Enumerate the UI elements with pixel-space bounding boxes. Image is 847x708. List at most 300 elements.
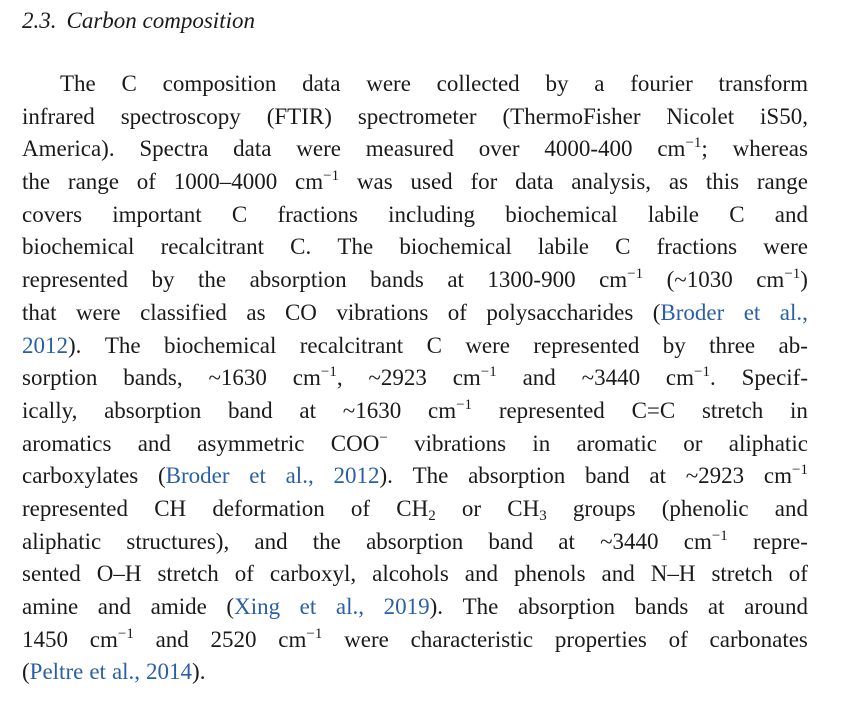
citation-link[interactable]: Broder [165, 463, 230, 489]
word-text: cm [665, 365, 695, 391]
word-text: phenols [513, 561, 586, 587]
paragraph-line [22, 231, 808, 264]
word-text: aromatic [576, 430, 657, 456]
word-text: and [97, 594, 132, 619]
word-text: that [22, 299, 57, 325]
word [156, 624, 189, 657]
word-text: biochemical [22, 234, 135, 260]
word [775, 493, 808, 526]
word [487, 264, 575, 297]
word-text: data [233, 136, 272, 162]
word-text: C [426, 332, 442, 358]
word [763, 231, 808, 264]
word [22, 493, 128, 526]
word-text: or [683, 430, 703, 456]
superscript: −1 [627, 266, 644, 283]
punctuation: ). [192, 659, 206, 685]
word [98, 591, 131, 624]
word-text: C=C [631, 397, 676, 423]
word-text: biochemical [163, 332, 277, 358]
paragraph-line [22, 330, 808, 363]
word-text: cm [763, 463, 793, 489]
word-text: (phenolic [661, 495, 749, 521]
word [22, 395, 77, 428]
word-text: of [447, 299, 467, 325]
word-text: represented [22, 267, 128, 293]
word [121, 101, 241, 134]
word [600, 526, 658, 559]
word-text: C. [290, 234, 312, 260]
word-text: C [231, 201, 248, 227]
word [302, 68, 340, 101]
word [296, 133, 341, 166]
word-text: three [709, 332, 756, 358]
word [399, 231, 511, 264]
word [488, 526, 533, 559]
citation-link[interactable]: 2012 [22, 332, 68, 358]
word-text: ~3440 [581, 365, 641, 391]
word-text: aromatics [22, 430, 112, 456]
word [157, 558, 218, 591]
word [344, 624, 389, 657]
word-text: range [67, 169, 119, 195]
word [174, 166, 278, 199]
word [708, 591, 725, 624]
superscript: −1 [117, 625, 134, 642]
word-text: cm [683, 528, 712, 554]
word-text: at [558, 528, 575, 554]
word [683, 428, 702, 461]
word-text: were [465, 332, 510, 358]
word-text: 1300-900 [487, 267, 576, 293]
word-text: by [662, 332, 686, 358]
word [760, 101, 808, 134]
word [757, 166, 808, 199]
word [384, 591, 443, 624]
section-title: Carbon composition [66, 8, 255, 33]
word [503, 101, 641, 134]
word-text: and [254, 528, 288, 554]
word [711, 558, 772, 591]
superscript: −1 [792, 462, 808, 479]
word [463, 591, 499, 624]
superscript: −1 [323, 168, 340, 185]
word [545, 68, 568, 101]
word [437, 68, 520, 101]
word [357, 166, 393, 199]
word [632, 395, 676, 428]
word-text: ically, [22, 397, 78, 423]
word-text: and [601, 561, 635, 587]
word-text: of [788, 561, 808, 587]
word-text: cm [89, 626, 118, 652]
citation-link[interactable]: Peltre [29, 659, 84, 685]
word [764, 460, 808, 493]
word-text: cm [292, 365, 321, 391]
word-text: CH [396, 495, 429, 521]
word [775, 199, 808, 232]
word-text: cm [278, 626, 307, 652]
word-text: cm [756, 267, 785, 293]
word [411, 624, 534, 657]
word [151, 264, 174, 297]
word [729, 199, 744, 232]
section-number: 2.3. [22, 8, 57, 33]
word-text: infrared [22, 103, 95, 129]
paragraph-line [22, 133, 808, 166]
word [246, 297, 265, 330]
word-text: was [356, 169, 393, 195]
superscript: −1 [784, 266, 801, 283]
word [635, 591, 689, 624]
word [615, 231, 630, 264]
word-text: bands [370, 267, 424, 293]
word-text: band [227, 397, 273, 423]
word [22, 166, 50, 199]
word [666, 362, 716, 395]
word-text: by [151, 267, 175, 293]
word [226, 591, 280, 624]
word-text: cm [657, 136, 686, 162]
word [465, 558, 498, 591]
word [571, 166, 651, 199]
citation-link[interactable]: al., [335, 594, 364, 619]
word-text: cm [295, 169, 324, 195]
word [198, 264, 226, 297]
word [126, 526, 229, 559]
word [602, 558, 635, 591]
word [232, 199, 247, 232]
word-text: over [478, 136, 520, 162]
word [729, 428, 808, 461]
paragraph-line [22, 624, 808, 657]
word [733, 133, 808, 166]
word [105, 330, 141, 363]
word-text: ( [157, 463, 166, 489]
word [22, 133, 115, 166]
word-text: represented [533, 332, 640, 358]
citation-link[interactable]: 2019 [383, 594, 430, 619]
word-text: used [410, 169, 453, 195]
word [558, 526, 575, 559]
word [22, 558, 81, 591]
word [331, 428, 388, 461]
word-text: data [515, 169, 554, 195]
word-text: ( [652, 299, 661, 325]
punctuation: , [336, 365, 343, 391]
word-text: absorption [104, 397, 202, 423]
punctuation: ). [429, 594, 443, 619]
word [278, 624, 322, 657]
word [104, 395, 201, 428]
word-text: at [299, 397, 317, 423]
word [68, 166, 119, 199]
word-text: polysaccharides [486, 299, 634, 325]
word [366, 133, 454, 166]
word-text: CH [507, 495, 540, 521]
word-text: stretch [711, 561, 773, 587]
word [197, 428, 304, 461]
word-text: The [462, 594, 499, 619]
word [139, 133, 208, 166]
paragraph-line [22, 591, 808, 624]
word-text: a [594, 71, 605, 96]
word [290, 231, 311, 264]
word [577, 428, 657, 461]
superscript: −1 [456, 396, 473, 413]
word-text: bands [634, 594, 689, 619]
word [505, 199, 617, 232]
word [151, 591, 207, 624]
citation-link[interactable]: et [249, 463, 266, 489]
word [779, 330, 808, 363]
word-text: CH [154, 495, 187, 521]
word [123, 362, 182, 395]
word-text: in [532, 430, 551, 456]
word-text: biochemical [399, 234, 512, 260]
word-text: Nicolet [666, 103, 735, 129]
word-text: bands, [123, 365, 183, 391]
word [585, 460, 630, 493]
superscript: −1 [480, 364, 497, 381]
word [22, 264, 128, 297]
word-text: Specif- [741, 365, 808, 391]
word [22, 428, 111, 461]
word-text: at [649, 463, 666, 489]
word-text: the [312, 528, 341, 554]
word [486, 297, 633, 330]
word-text: and [774, 495, 808, 521]
word-text: (ThermoFisher [502, 103, 641, 129]
word-text: fourier [630, 71, 693, 96]
word [448, 297, 467, 330]
word [507, 493, 546, 526]
word [249, 460, 266, 493]
word [22, 526, 101, 559]
word [468, 460, 565, 493]
word [22, 591, 78, 624]
word [499, 395, 605, 428]
word-text: ( [226, 594, 235, 619]
paragraph-line [22, 166, 808, 199]
word [706, 166, 739, 199]
word-text: or [461, 495, 482, 521]
superscript: − [379, 429, 388, 446]
word [351, 493, 370, 526]
word-text: absorption [249, 267, 347, 293]
word-text: alcohols [372, 561, 449, 587]
word-text: N–H [650, 561, 696, 587]
word-text: vibrations [336, 299, 429, 325]
word-text: recalcitrant [160, 234, 264, 260]
word [719, 68, 808, 101]
word [533, 330, 639, 363]
word-text: band [488, 528, 534, 554]
word-text: carboxyl, [269, 561, 357, 587]
paragraph-line [22, 264, 808, 297]
citation-link[interactable]: et [743, 299, 761, 325]
body-paragraph [22, 68, 808, 689]
punctuation: . [710, 365, 716, 391]
word-text: by [545, 71, 569, 96]
word [336, 591, 364, 624]
word-text: absorption [468, 463, 566, 489]
word [112, 656, 140, 689]
word-text: in [790, 397, 808, 423]
word-text: range [756, 169, 808, 195]
word-text: repre- [753, 528, 808, 554]
word-text: and [522, 365, 556, 391]
word [254, 526, 287, 559]
word-text: cm [427, 397, 457, 423]
word-text: characteristic [410, 626, 534, 652]
word [780, 297, 808, 330]
citation-link[interactable]: Xing [234, 594, 281, 619]
word [649, 460, 666, 493]
word [358, 101, 477, 134]
paragraph-line [22, 297, 808, 330]
word-text: of [234, 561, 254, 587]
word-text: COO [330, 430, 380, 456]
citation-link[interactable]: al., [285, 463, 314, 489]
word-text: deformation [212, 495, 325, 521]
word-text: were [296, 136, 341, 162]
word [666, 101, 734, 134]
citation-link[interactable]: et [299, 594, 317, 619]
word-text: structures), [126, 528, 230, 554]
word-text: (~1030 [666, 267, 733, 293]
word-text: measured [365, 136, 454, 162]
word-text: The [104, 332, 141, 358]
word-text: spectrometer [357, 103, 477, 129]
word [396, 493, 435, 526]
word [582, 362, 640, 395]
word-text: this [705, 169, 740, 195]
word [366, 526, 463, 559]
word-text: C [729, 201, 745, 227]
word-text: of [136, 169, 156, 195]
word [146, 656, 205, 689]
word-text: aliphatic [728, 430, 808, 456]
citation-link[interactable]: et [89, 659, 106, 685]
word-text: cm [452, 365, 481, 391]
paragraph-line [22, 558, 808, 591]
word-text: aliphatic [22, 528, 102, 554]
word [228, 395, 273, 428]
word-text: absorption [517, 594, 616, 619]
word [22, 656, 83, 689]
word [140, 297, 227, 330]
word [22, 624, 68, 657]
word-text: CO [284, 299, 317, 325]
word-text: America). [22, 136, 115, 162]
word [523, 362, 556, 395]
citation-link[interactable]: 2012 [333, 463, 380, 489]
word [657, 133, 707, 166]
punctuation: ; [701, 136, 708, 162]
word-text: analysis, [571, 169, 652, 195]
word-text: were [75, 299, 121, 325]
word-text: ~1630 [208, 365, 267, 391]
word-text: and [155, 626, 189, 652]
word [22, 362, 97, 395]
word-text: ( [22, 659, 30, 685]
word-text: carbonates [709, 626, 808, 652]
word [158, 460, 230, 493]
word [22, 199, 82, 232]
superscript: −1 [320, 364, 337, 381]
word-text: classified [140, 299, 227, 325]
word [414, 428, 506, 461]
punctuation: ). [379, 463, 393, 489]
word [663, 330, 686, 363]
word-text: collected [436, 71, 520, 96]
word [154, 493, 186, 526]
paragraph-line [22, 199, 808, 232]
word-text: The [60, 71, 96, 96]
word [518, 591, 615, 624]
citation-link[interactable]: 2014 [146, 659, 193, 685]
punctuation: ). [68, 332, 82, 358]
word [233, 133, 271, 166]
word-text: as [668, 169, 689, 195]
word-text: 2520 [210, 626, 257, 652]
word-text: band [584, 463, 630, 489]
word [744, 591, 808, 624]
word [267, 101, 332, 134]
word-text: labile [537, 234, 589, 260]
word-text: stretch [157, 561, 219, 587]
word-text: the [197, 267, 227, 293]
citation-link[interactable]: al., [111, 659, 141, 685]
paragraph-line [22, 493, 808, 526]
citation-link[interactable]: Broder [660, 299, 725, 325]
word [413, 460, 449, 493]
word-text: absorption [366, 528, 464, 554]
word [333, 460, 392, 493]
word [411, 166, 453, 199]
word [428, 395, 472, 428]
word [790, 395, 808, 428]
word [669, 166, 688, 199]
word-text: composition [162, 71, 277, 96]
word [662, 493, 749, 526]
word [465, 330, 510, 363]
superscript: −1 [306, 625, 323, 642]
word-text: C [615, 234, 631, 260]
word [710, 624, 808, 657]
word-text: C [121, 71, 137, 96]
word [686, 460, 744, 493]
subscript: 2 [428, 507, 436, 524]
citation-link[interactable]: al., [779, 299, 808, 325]
word [368, 362, 426, 395]
word [277, 199, 357, 232]
word [427, 330, 442, 363]
word [744, 297, 761, 330]
word-text: were [366, 71, 411, 96]
word [164, 330, 276, 363]
word-text: iS50, [760, 103, 808, 129]
word-text: ~1630 [342, 397, 402, 423]
word-text: stretch [701, 397, 764, 423]
word [295, 166, 339, 199]
word-text: were [763, 234, 808, 260]
word [594, 68, 604, 101]
word [300, 591, 317, 624]
section-heading [22, 6, 255, 36]
word-text: biochemical [505, 201, 618, 227]
